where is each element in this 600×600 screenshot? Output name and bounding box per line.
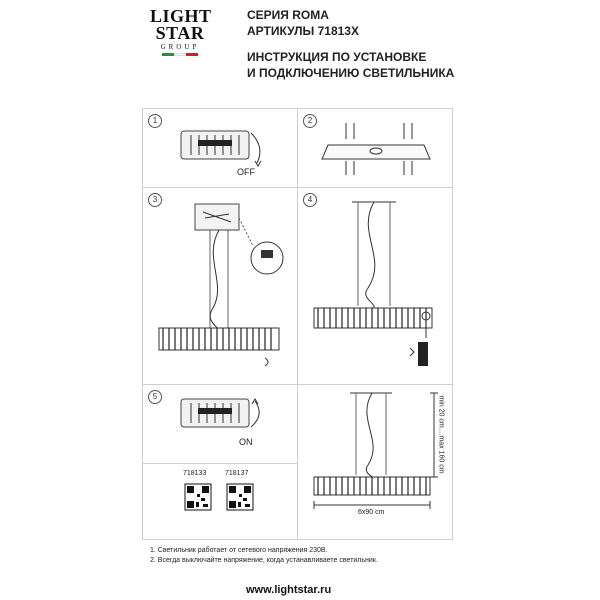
dimensions-panel [297, 384, 453, 540]
brand-logo [150, 8, 210, 56]
step-1-panel [142, 108, 298, 188]
article-718133: 718133 [183, 470, 207, 477]
step-number: 4 [303, 193, 317, 207]
on-label: ON [239, 437, 253, 447]
instruction-title-line2: И ПОДКЛЮЧЕНИЮ СВЕТИЛЬНИКА [247, 66, 455, 80]
note-2: 2. Всегда выключайте напряжение, когда устанавливаете светильник. [150, 557, 378, 564]
switch-on-illustration [143, 385, 297, 463]
qr-code-718137 [227, 484, 253, 510]
qr-codes [143, 464, 297, 539]
article-718137: 718137 [225, 470, 249, 477]
switch-off-illustration [143, 109, 297, 187]
mounting-bracket-illustration [298, 109, 452, 187]
articles-title: АРТИКУЛЫ 71813X [247, 24, 359, 38]
series-title: СЕРИЯ ROMA [247, 8, 329, 22]
qr-code-718133 [185, 484, 211, 510]
logo-line2: STAR [155, 23, 205, 43]
assembly-illustration [298, 188, 452, 384]
logo-line3: GROUP [160, 43, 200, 51]
note-1: 1. Светильник работает от сетевого напряжения 230В. [150, 547, 328, 554]
step-3-panel [142, 187, 298, 385]
logo-line1: LIGHT [150, 6, 212, 26]
height-dimension: min 20 cm....max 160 cm [437, 395, 445, 474]
step-number: 2 [303, 114, 317, 128]
website-url: www.lightstar.ru [246, 584, 332, 596]
logo-flag [162, 53, 198, 56]
wiring-illustration [143, 188, 297, 384]
articles-qr-panel [142, 463, 298, 540]
step-number: 1 [148, 114, 162, 128]
step-4-panel [297, 187, 453, 385]
instruction-title-line1: ИНСТРУКЦИЯ ПО УСТАНОВКЕ [247, 50, 427, 64]
step-number: 3 [148, 193, 162, 207]
width-dimension: 6x90 cm [358, 509, 385, 516]
step-number: 5 [148, 390, 162, 404]
step-2-panel [297, 108, 453, 188]
off-label: OFF [237, 167, 255, 177]
step-5-panel [142, 384, 298, 464]
